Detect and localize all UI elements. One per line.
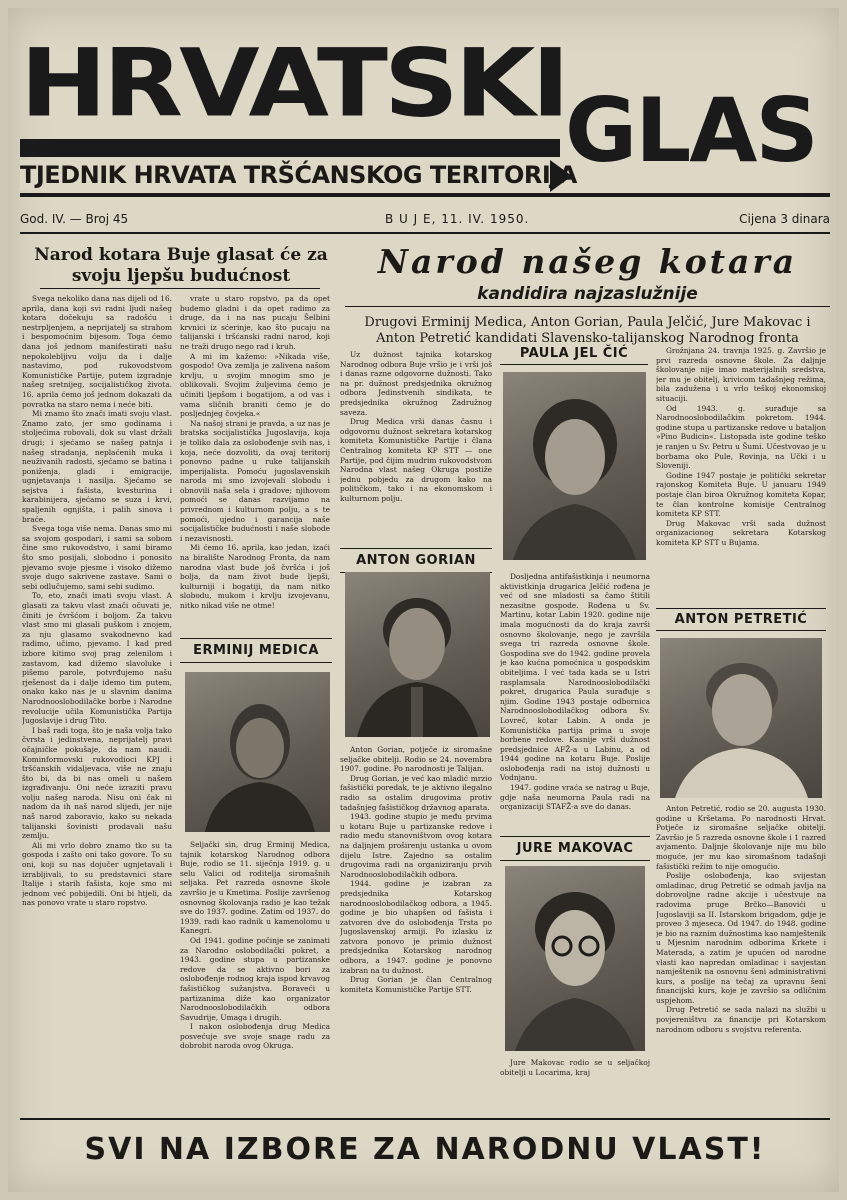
label-rule (500, 836, 650, 837)
portrait-photo-icon (185, 672, 330, 832)
paragraph: Na našoj strani je pravda, a uz nas je bratska socijalistička Jugoslavija, koja je toliko dala za oslobođenje svih nas, i koja, neće dozvoliti, da ovaj teritorij ponovno padne u ruke talijanskih imperijalista. Pomoću jugoslavenskih naroda mi smo izvojevali slobodu i obnovili naša sela i gradove; njihovom pomoći se danas razvijamo na privrednom i kulturnom polju, a s te pomoći, ujedno i garancija naše socijalističke budućnosti i naše slobode i nezavisnosti. (180, 418, 330, 543)
paragraph: Mi ćemo 16. aprila, kao jedan, izaći na biralište Narodnog Fronta, da nam narodna vlast bude još čvršća i još bolja, da nam život bude ljepši, kulturniji i bogatiji, da nam nitko slobodu, mukom i krvlju izvojevanu, nitko nikad više ne otme! (180, 543, 330, 610)
dateline (20, 210, 830, 228)
paragraph: 1944. godine je izabran za predsjednika Kotarskog narodnooslobodilačkog odbora, a 1945. godine je bio uhapšen od fašista i zatvoren dve do oslobođenja Trsta po Jugoslavenskoj armiji. Po izlasku iz zatvora ponovo je primio dužnost predsjednika Kotarskog narodnog odbora, a 1947. godine je ponovno izabran na tu dužnost. (340, 879, 492, 975)
masthead-arrow-icon (550, 160, 572, 192)
paragraph: Drug Gorian, je već kao mladić mrzio fašistički poredak, te je aktivno ilegalno radio sa ostalim drugovima protiv tadašnjeg fašističkog državnog aparata. (340, 773, 492, 812)
left-article-col2 (180, 294, 330, 632)
paragraph: I baš radi toga, što je naša volja tako čvrsta i jedinstvena, neprijatelj pravi očajničke pokušaje, da nam naudi. Kominformovski rukovodioci KPJ i tršćanskih vidaljevaca, više ne znaju što bi, da bi nas omeli u našem izgrađivanju. Oni neće izraziti pravu volju našeg naroda. Nisu oni čak ni nadom da ih naš narod slijedi, jer nije naš narod zaboravio, kako su nekada talijanski šovinisti prodavali našu zemlju. (22, 725, 172, 841)
paragraph: Drug Medica vrši danas časnu i odgovornu dužnost sekretara kotarskog komiteta Komunističke Partije i člana Centralnog komiteta KP STT — one Partije, pod čijim mudrim rukovodstvom Narodna vlast našeg Okruga postiže jednu pobjedu za drugom kako na političkom, tako i na ekonomskom i kulturnom polju. (340, 417, 492, 503)
label-rule (180, 638, 332, 639)
portrait-photo-gorian (345, 572, 490, 737)
paragraph: To, eto, znači imati svoju vlast. A glasati za takvu vlast znači očuvati je, činiti je čvršćom i boljom. Za takvu vlast smo mi glasali puškom i znojem, za nju glasamo svakodnevno kad radimo, učimo, pjevamo. I kad pred izbore kitimo svoj prag zelenilom i zastavom, kad dižemo slavoluke i pišemo parole, potvrđujemo našu rješenost da i dalje idemo tim putem, onako kako nas je u slavnim danima Narodnooslobodilačke borbe i Narodne revolucije učila Komunistička Partija Jugoslavije i drug Tito. (22, 591, 172, 726)
paragraph: Dosljedna antifašistkinja i neumorna aktivistkinja drugarica Jelčić rođena je već od sne mladosti sa čamo štitili nezasitne gospode. Rođena u Sv. Martinu, kotar Labin 1920. godine nije imala mogućnosti da do kraja završi osnovno školovanje, nego je završila svega tri razreda osnovne škole. Gospodina sve do 1942. godine provela je kao kućna pomoćnica u gospodskim obiteljima. I već tada kada se u Istri rasplamsala Narodnooslobodilački pokret, drugarica Paula surađuje s njim. Godine 1943 postaje odbornica Narodnooslobodilačkog odbora Sv. Lovreč, kotar Labin. A onda je Komunistička partija prima u svoje borbene redove. Kasnije vrši dužnost predsjednice AFŽ-a u Labinu, a od 1944 godine na kotaru Buje. Poslije oslobođenja radi na istoj dužnosti u Vodnjanu. (500, 572, 650, 783)
portrait-photo-icon (505, 866, 645, 1051)
paragraph: Svega toga više nema. Danas smo mi sa svojom gospodari, i sami sa sobom čine smo rukovodstvo, i sami biramo što smo posijali, slobodno i ponosito pjevamo svoje pjesme i visoko dižemo svoje dugo sakrivene zastave. Sami o sebi odlučujemo, sami sebi sudimo. (22, 524, 172, 591)
left-article-headline: Narod kotara Buje glasat će za svoju ljepšu budućnost (34, 245, 328, 286)
banner-rule (20, 1118, 830, 1120)
paragraph: Poslije oslobođenja, kao svijestan omladinac, drug Petretić se odmah javlja na dobrovoljne radne akcije i učestvuje na radovima pruge Brčko—Banovići u Jugoslaviji sa II. Istarskom brigadom, gdje je proveo 3 mjeseca. Od 1947. do 1948. godine je bio na raznim dužnostima kao namještenik u Mjesnim narodnim odborima Krkete i Materada, a zatim je upućen od narodne vlasti kao napredan omladinac i savjestan namještenik na osnovnu šeni administrativni kurs, a poslije na tečaj za upravnu šeni financijski kurs, koje je završio sa odličnim uspjehom. (656, 871, 826, 1005)
medica-bio-continued (340, 350, 492, 538)
masthead-rule (20, 193, 830, 197)
portrait-photo-petretic (660, 638, 822, 798)
paragraph: Od 1943. g. surađuje sa Narodnooslobodilačkim pokretom. 1944. godine stupa u partizanske redove u bataljon »Pino Budicin«. Listopada iste godine teško je ranjen u Sv. Petru u Šumi. Učestvovao je u borbama oko Pule, Rovinja, na Učki i u Sloveniji. (656, 403, 826, 471)
portrait-photo-jelcic (503, 372, 646, 560)
paragraph: 1947. godine vraća se natrag u Buje, gdje naša neumorna Paula radi na organizaciji STAFŽ-a sve do danas. (500, 783, 650, 812)
paragraph: Seljački sin, drug Erminij Medica, tajnik kotarskog Narodnog odbora Buje, rodio se 11. siječnja 1919. g. u selu Valici od roditelja siromašnih seljaka. Pet razreda osnovne škole završio je u Kmetima. Poslije završenog osnovnog školovanja radio je kao težak sve do 1937. godine. Zatim od 1937. do 1939. radi kao radnik u kamenolomu u Kanegri. (180, 840, 330, 936)
label-rule (500, 860, 650, 861)
masthead (20, 28, 830, 198)
label-rule (656, 608, 826, 609)
candidate-name-gorian: ANTON GORIAN (356, 553, 476, 568)
paragraph: Uz dužnost tajnika kotarskog Narodnog odbora Buje vršio je i vrši još i danas razne odgovorne dužnosti. Tako na pr. dužnost predsjednika okružnog odbora Jedinstvenih sindikata, te predsjednika okružnog Zadružnog saveza. (340, 350, 492, 417)
main-subheadline: kandidira najzaslužnije (477, 284, 698, 304)
left-headline-rule (40, 288, 320, 289)
label-rule (656, 630, 826, 631)
portrait-photo-makovac (505, 866, 645, 1051)
masthead-bar (20, 139, 560, 157)
issue-number: God. IV. — Broj 45 (20, 212, 129, 226)
masthead-title-2: GLAS (565, 79, 817, 182)
paragraph: Od 1941. godine počinje se zanimati za Narodno oslobodilački pokret, a 1943. godine stupa u partizanske redove da se aktivno bori za oslobođenje rodnog kraja ispod krvavog fašističkog sužanjstva. Boraveći u partizanima diže kao organizator Narodnooslobodilačkih odbora Savudrije, Umaga i drugih. (180, 935, 330, 1022)
gorian-bio (340, 745, 492, 1113)
paragraph: I nakon oslobođenja drug Medica posvećuje sve svoje snage radu za dobrobit naroda ovog Okruga. (180, 1022, 330, 1051)
portrait-photo-icon (503, 372, 646, 560)
paragraph: Svega nekoliko dana nas dijeli od 16. aprila, dana koji svi radni ljudi našeg kotara dočekuju sa radošću i nestrpljenjem, a neprijatelj sa strahom i bespomoćnim bijesom. Toga ćemo dana još jednom manifestirati našu nepokolebljivu volju da i dalje nastavimo, pod rukovodstvom Komunističke Partije, putem izgradnje našeg sretnijeg, socijalističkog života. 16. aprila ćemo još jednom dokazati da povratka na staro nema i neće biti. (22, 294, 172, 409)
main-headline: Narod našeg kotara (377, 242, 798, 281)
label-rule (340, 548, 492, 549)
paragraph: vrate u staro ropstvo, pa da opet budemo gladni i da opet radimo za druge, da i na nas pucaju Šelbini krvnici iz sćerinje, kao što pucaju na talijanski i tršćanski radni narod, koji ne traži drugo nego rad i kruh. (180, 294, 330, 351)
makovac-bio-continued (656, 346, 826, 608)
makovac-bio (500, 1058, 650, 1112)
label-rule (500, 364, 648, 365)
masthead-title-1: HRVATSKI (20, 28, 567, 138)
paragraph: 1943. godine stupio je među prvima u kotaru Buje u partizanske redove i radio među stanovništvom ovog kotara na daljnjem proširenju ustanka u ovom dijelu Istre. Zajedno sa ostalim drugovima radi na organiziranju prvih Narodnooslobodilačkih odbora. (340, 812, 492, 879)
main-headline-rule (345, 306, 830, 307)
issue-price: Cijena 3 dinara (739, 212, 830, 226)
left-article-col1 (22, 294, 172, 1109)
portrait-photo-medica (185, 672, 330, 832)
issue-date: B U J E, 11. IV. 1950. (385, 212, 530, 226)
portrait-photo-icon (345, 572, 490, 737)
candidate-name-petretic: ANTON PETRETIĆ (674, 612, 808, 627)
masthead-subtitle: TJEDNIK HRVATA TRŠĆANSKOG TERITORIJA (20, 161, 577, 189)
petretic-bio (656, 804, 826, 1112)
label-rule (180, 662, 332, 663)
medica-bio (180, 840, 330, 1112)
paragraph: Anton Gorian, potječe iz siromašne seljačke obitelji. Rodio se 24. novembra 1907. godine. Po narodnosti je Talijan. (340, 745, 492, 774)
candidate-name-medica: ERMINIJ MEDICA (193, 643, 319, 658)
paragraph: Drug Makovac vrši sada dužnost organizacionog sekretara Kotarskog komiteta KP STT u Bujama. (656, 518, 826, 547)
portrait-photo-icon (660, 638, 822, 798)
paragraph: Godine 1947 postaje je politički sekretar rajonskog Komiteta Buje. U januaru 1949 postaje član biroa Okružnog komiteta Kopar, te član kontrolne komisije Centralnog komiteta KP STT. (656, 470, 826, 519)
paragraph: Ali mi vrlo dobro znamo tko su ta gospoda i zašto oni tako govore. To su oni, koji su nas dojučer ugnjetavali i izrabljivali, to su predstavnici stare Italije i starih fašista, koje smo mi jednom već pobijedili. Oni bi htjeli, da nas ponovo vrate u staro ropstvo. (22, 840, 172, 908)
main-intro: Drugovi Erminij Medica, Anton Gorian, Paula Jelčić, Jure Makovac i Anton Petretić kandidati Slavensko-talijanskog Narodnog fronta (364, 315, 811, 346)
paragraph: A mi im kažemo: »Nikada više, gospodo! Ova zemlja je zalivena našom krvlju, u svojim mnogim smo je oblikovali. Svojim žuljevima ćemo je učiniti ljepšom i bogatijom, a od vas i vama sličnih braniti ćemo je do posljednjeg čovjeka.« (180, 351, 330, 419)
paragraph: Jure Makovac rodio se u seljačkoj obitelji u Locarima, kraj (500, 1058, 650, 1077)
candidate-name-makovac: JURE MAKOVAC (516, 841, 634, 856)
dateline-rule (20, 232, 830, 234)
paragraph: Mi znamo što znači imati svoju vlast. Znamo zato, jer smo godinama i stoljećima robovali, dok su vlast držali drugi; i sjećamo se našeg patnja i našeg stradanja, neplaćenih muka i neuživanih radosti, sjećamo se batina i poniženja, gladi i emigracije, ugnjetavanja i nasilja. Sjećamo se sejstva i fašista, kvesturina i karabinijera, sjećamo se suza i krvi, spaljenih ognjišta, i palih sinova i braće. (22, 409, 172, 524)
paragraph: Drug Petretić se sada nalazi na službi u povjereništvu za financije pri Kotarskom narodnom odboru s svojstvu referenta. (656, 1005, 826, 1034)
bottom-banner: SVI NA IZBORE ZA NARODNU VLAST! (84, 1132, 766, 1167)
jelcic-bio (500, 572, 650, 828)
paragraph: Grožnjana 24. travnja 1925. g. Završio je prvi razreda osnovne škole. Za daljnje školovanje nije imao materijalnih sredstva, jer mu je obitelj, krivicom tadašnjeg režima, bila zadužena i u vrlo teškoj ekonomskoj situaciji. (656, 346, 826, 403)
candidate-name-jelcic: PAULA JEL ČIĆ (519, 346, 629, 361)
paragraph: Anton Petretić, rodio se 20. augusta 1930. godine u Kršetama. Po narodnosti Hrvat. Potječe iz siromašne seljačke obitelji. Završio je 5 razreda osnovne škole i 1 razred avjamento. Daljnje školovanje nije mu bilo moguće, jer mu kao siromašnom tadašnji fašistički režim to nije omogućio. (656, 804, 826, 871)
paragraph: Drug Gorian je član Centralnog komiteta Komunističke Partije STT. (340, 975, 492, 994)
